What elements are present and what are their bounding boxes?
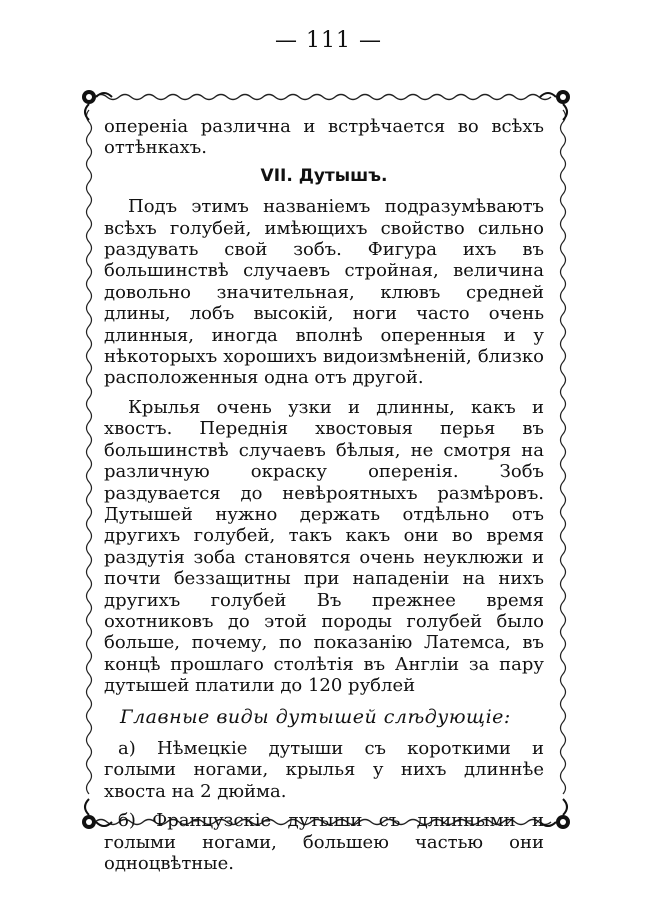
top-border-line bbox=[95, 95, 551, 100]
section-heading: VII. Дутышъ. bbox=[260, 165, 388, 186]
paragraph-description: Подъ этимъ названіемъ подразумѣваютъ всѣхъ голубей, имѣющихъ свойство сильно раздувать свой зобъ. Фигура ихъ въ большинствѣ случаевъ стройная, величина довольно значительная, клювъ средней длины, лобъ высокій, ноги часто очень длинныя, иногда вполнѣ оперенныя и у нѣкоторыхъ хорошихъ видоизмѣненій, близко расположенныя одна отъ другой. bbox=[104, 196, 544, 389]
corner-ornament-top-right bbox=[540, 90, 570, 120]
right-border-line bbox=[561, 110, 566, 794]
continuation-paragraph: опереніа различна и встрѣчается во всѣхъ оттѣнкахъ. bbox=[104, 116, 544, 159]
list-item-french: б) Французскіе дутыши съ длинными и голыми ногами, большею частью они одноцвѣтные. bbox=[104, 810, 544, 874]
list-item-german: а) Нѣмецкіе дутыши съ короткими и голыми ногами, крылья у нихъ длиннѣе хвоста на 2 дюйма. bbox=[104, 737, 544, 802]
page-number: — 111 — bbox=[275, 28, 382, 53]
paragraph-wings-tail: Крылья очень узки и длинны, какъ и хвостъ. Переднія хвостовыя перья въ большинствѣ случаевъ бѣлыя, не смотря на различную окраску оперенія. Зобъ раздувается до невѣроятныхъ размѣровъ. Дутышей нужно держать отдѣльно отъ другихъ голубей, такъ какъ они во время раздутія зоба становятся очень неуклюжи и почти беззащитны при нападеніи на нихъ другихъ голубей Въ прежнее время охотниковъ до этой породы голубей было больше, почему, по показанію Латемса, въ концѣ прошлаго столѣтія въ Англіи за пару дутышей платили до 120 рублей bbox=[104, 396, 544, 697]
page-text bbox=[104, 116, 544, 874]
subheading-varieties: Главные виды дутышей слѣдующіе: bbox=[120, 705, 511, 728]
left-border-line bbox=[87, 110, 92, 794]
corner-ornament-bottom-right bbox=[540, 799, 570, 829]
